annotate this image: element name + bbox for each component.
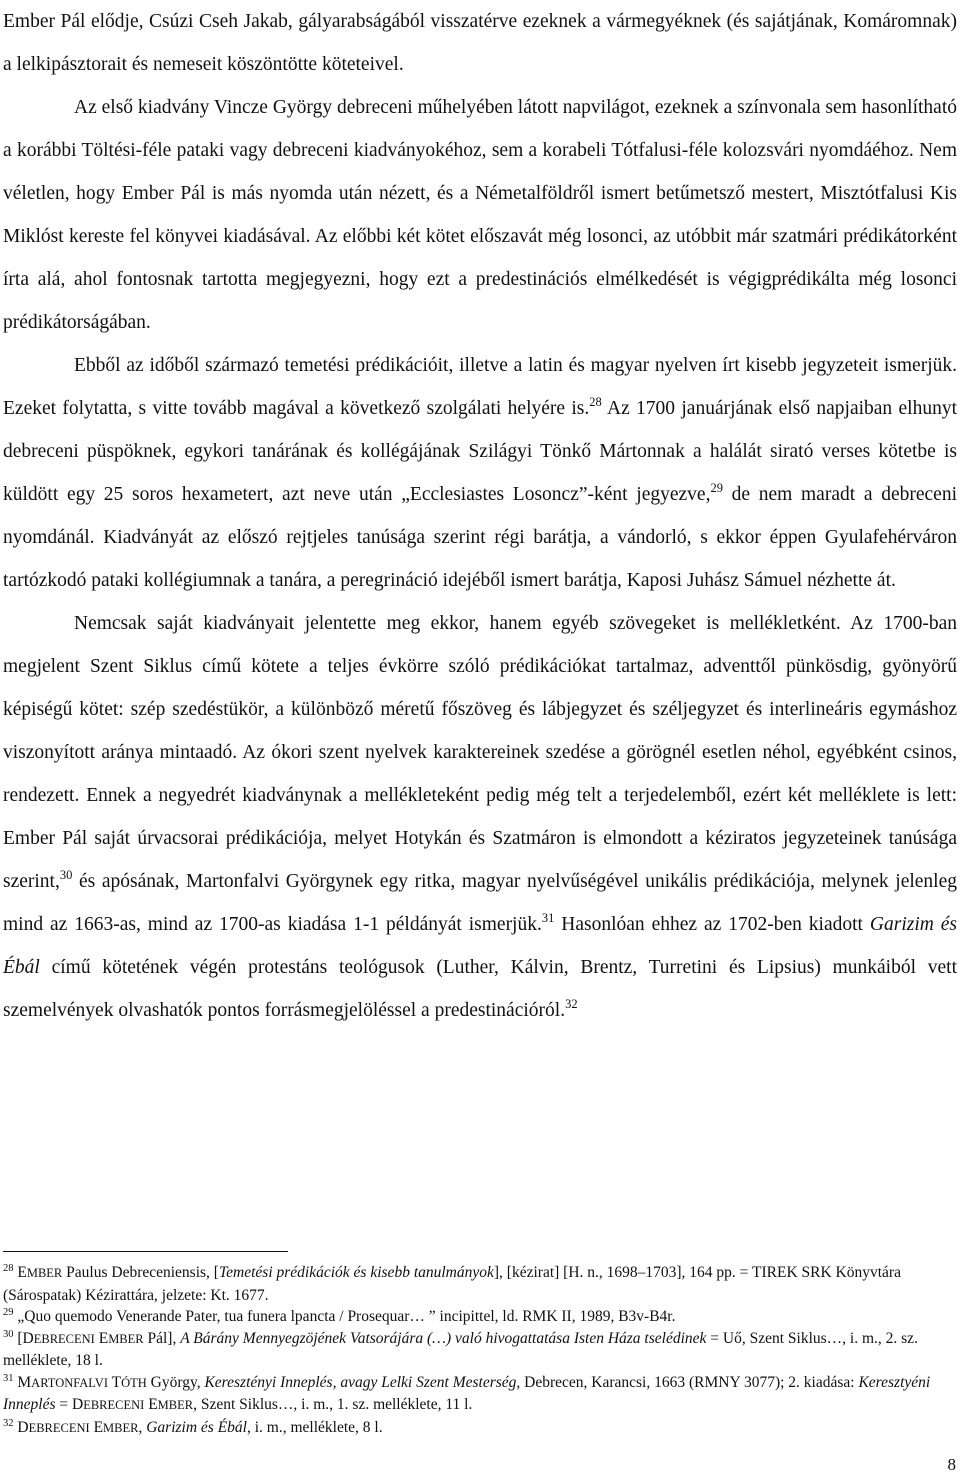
footnote-separator bbox=[3, 1251, 288, 1252]
footnote-text: , i. m., melléklete, 8 l. bbox=[246, 1418, 383, 1436]
footnote-text: = Uő, Szent Siklus…, i. m., 2. sz. melléklete, 18 l. bbox=[3, 1329, 918, 1369]
author-smallcaps: MBER bbox=[26, 1266, 63, 1280]
footnote-31 bbox=[3, 1372, 957, 1417]
author-initial: E bbox=[17, 1264, 27, 1281]
footnote-title: A Bárány Mennyegzöjének Vatsorájára (…) való hivogattatása Isten Háza tselédinek bbox=[180, 1329, 707, 1347]
footnote-text: , bbox=[138, 1418, 147, 1436]
footnote-title: Garizim és Ébál bbox=[146, 1418, 247, 1436]
footnote-30 bbox=[3, 1328, 957, 1372]
footnote-ref-30[interactable]: 30 bbox=[59, 868, 73, 882]
footnotes bbox=[3, 1262, 957, 1439]
footnote-number: 28 bbox=[3, 1263, 14, 1274]
footnote-text: [D bbox=[17, 1329, 34, 1347]
footnote-text: = D bbox=[55, 1396, 84, 1413]
page-number: 8 bbox=[947, 1455, 956, 1474]
footnote-number: 31 bbox=[3, 1372, 14, 1384]
footnote-text: D bbox=[17, 1418, 29, 1436]
footnote-title: Temetési prédikációk és kisebb tanulmányok bbox=[218, 1264, 494, 1281]
footnote-text: ], [kézirat] [H. n., 1698–1703], 164 pp. = TIREK SRK Könyvtára (Sárospatak) Kézirattára, jelzete: Kt. 1677. bbox=[3, 1264, 901, 1304]
footnote-ref-28[interactable]: 28 bbox=[589, 395, 602, 409]
paragraph-1-text: Ember Pál elődje, Csúzi Cseh Jakab, gályarabságából visszatérve ezeknek a vármegyéknek (és sajátjának, Komáromnak) a lelkipásztorait és nemeseit köszöntötte köteteivel. bbox=[3, 11, 957, 75]
footnote-text: György, bbox=[146, 1373, 205, 1391]
author-smallcaps: MBER bbox=[103, 1420, 139, 1435]
footnote-text: T bbox=[107, 1373, 122, 1391]
paragraph-1 bbox=[3, 0, 957, 86]
paragraph-4 bbox=[3, 602, 957, 1032]
footnote-32 bbox=[3, 1417, 957, 1440]
paragraph-3-text-a: Ebből az időből származó temetési prédikációit, illetve a latin és magyar nyelven írt kisebb jegyzeteit ismerjük. Ezeket folytatta, s vitte tovább magával a következő szolgálati helyére is. bbox=[3, 355, 957, 419]
footnote-28 bbox=[3, 1262, 957, 1306]
author-smallcaps: EBRECENI bbox=[28, 1420, 90, 1435]
author-smallcaps: ÓTH bbox=[121, 1375, 147, 1390]
author-smallcaps: EBRECENI bbox=[33, 1331, 95, 1346]
paragraph-4-text-a: Nemcsak saját kiadványait jelentette meg ekkor, hanem egyéb szövegeket is mellékletként. Az 1700-ban megjelent Szent Siklus című kötete a teljes évkörre szóló prédikációkat tartalmaz, adventtől pünkösdig, gyönyörű képiségű kötet: szép szedéstükör, a különböző méretű főszöveg és lábjegyzet és széljegyzet és interlineáris egymáshoz viszonyított aránya mintaadó. Az ókori szent nyelvek karaktereinek szedése a görögnél esetlen néhol, egyébként csinos, rendezett. Ennek a negyedrét kiadványnak a mellékleteként pedig még telt a terjedelemből, ezért két melléklete is lett: Ember Pál saját úrvacsorai prédikációja, melyet Hotykán és Szatmáron is elmondott a kéziratos jegyzeteinek tanúsága szerint, bbox=[3, 613, 957, 892]
footnote-text: M bbox=[17, 1373, 32, 1391]
footnote-title: Keresztényi Inneplés, avagy Lelki Szent Mesterség bbox=[204, 1373, 517, 1391]
footnote-number: 32 bbox=[3, 1417, 14, 1429]
author-smallcaps: MBER bbox=[108, 1331, 144, 1346]
author-smallcaps: ARTONFALVI bbox=[31, 1375, 108, 1390]
book-title-garizim: Garizim és Ébál bbox=[3, 914, 958, 978]
paragraph-4-text-d: című kötetének végén protestáns teológusok (Luther, Kálvin, Brentz, Turretini és Lipsius) munkáiból vett szemelvények olvashatók pontos forrásmegjelöléssel a predestinációról. bbox=[3, 957, 957, 1021]
footnote-number: 29 bbox=[3, 1307, 14, 1318]
paragraph-3 bbox=[3, 344, 957, 602]
footnote-ref-32[interactable]: 32 bbox=[565, 997, 578, 1011]
footnote-text: , Debrecen, Karancsi, 1663 (RMNY 3077); 2. kiadása: bbox=[516, 1373, 859, 1391]
footnote-text: Pál], bbox=[143, 1329, 181, 1347]
footnote-number: 30 bbox=[3, 1328, 14, 1340]
footnote-ref-29[interactable]: 29 bbox=[710, 481, 723, 495]
footnote-title: Keresztyéni Inneplés bbox=[3, 1373, 931, 1413]
footnote-text: E bbox=[89, 1418, 104, 1436]
main-text bbox=[3, 0, 957, 1032]
footnote-text: E bbox=[144, 1396, 158, 1413]
paragraph-2-text: Az első kiadvány Vincze György debreceni műhelyében látott napvilágot, ezeknek a színvonala sem hasonlítható a korábbi Töltési-féle pataki vagy debreceni kiadványokéhoz, sem a korabeli Tótfalusi-féle kolozsvári nyomdáéhoz. Nem véletlen, hogy Ember Pál is más nyomda után nézett, és a Németalföldről ismert betűmetsző mestert, Misztótfalusi Kis Miklóst kereste fel könyvei kiadásával. Az előbbi két kötet előszavát még losonci, az utóbbit már szatmári prédikátorként írta alá, ahol fontosnak tartotta megjegyezni, hogy ezt a predestinációs elmélkedését is végigprédikálta még losonci prédikátorságában. bbox=[3, 97, 957, 333]
paragraph-2 bbox=[3, 86, 957, 344]
footnote-text: , Szent Siklus…, i. m., 1. sz. melléklete, 11 l. bbox=[193, 1396, 473, 1413]
paragraph-3-text-c: de nem maradt a debreceni nyomdánál. Kiadványát az előszó rejtjeles tanúsága szerint régi barátja, a vándorló, s ekkor éppen Gyulafehérváron tartózkodó pataki kollégiumnak a tanára, a peregrináció idejéből ismert barátja, Kaposi Juhász Sámuel nézhette át. bbox=[3, 484, 957, 591]
footnote-ref-31[interactable]: 31 bbox=[541, 911, 555, 925]
paragraph-4-text-c: Hasonlóan ehhez az 1702-ben kiadott bbox=[554, 914, 870, 935]
footnote-29 bbox=[3, 1306, 957, 1328]
footnote-text: „Quo quemodo Venerande Pater, tua funera lpancta / Prosequar… ” incipittel, ld. RMK II, 1989, B3v-B4r. bbox=[17, 1308, 676, 1325]
author-smallcaps: EBRECENI bbox=[83, 1398, 145, 1412]
footnote-text: Paulus Debreceniensis, [ bbox=[62, 1264, 219, 1281]
footnote-text: E bbox=[94, 1329, 109, 1347]
paragraph-3-text-b: Az 1700 januárjának első napjaiban elhunyt debreceni püspöknek, egykori tanárának és kollégájának Szilágyi Tönkő Mártonnak a halálát sirató verses kötetbe is küldött egy 25 soros hexametert, azt neve után „Ecclesiastes Losoncz”-ként jegyezve, bbox=[3, 398, 957, 505]
paragraph-4-text-b: és apósának, Martonfalvi Györgynek egy ritka, magyar nyelvűségével unikális prédikációja, melynek jelenleg mind az 1663-as, mind az 1700-as kiadása 1-1 példányát ismerjük. bbox=[3, 871, 957, 935]
author-smallcaps: MBER bbox=[157, 1398, 194, 1412]
